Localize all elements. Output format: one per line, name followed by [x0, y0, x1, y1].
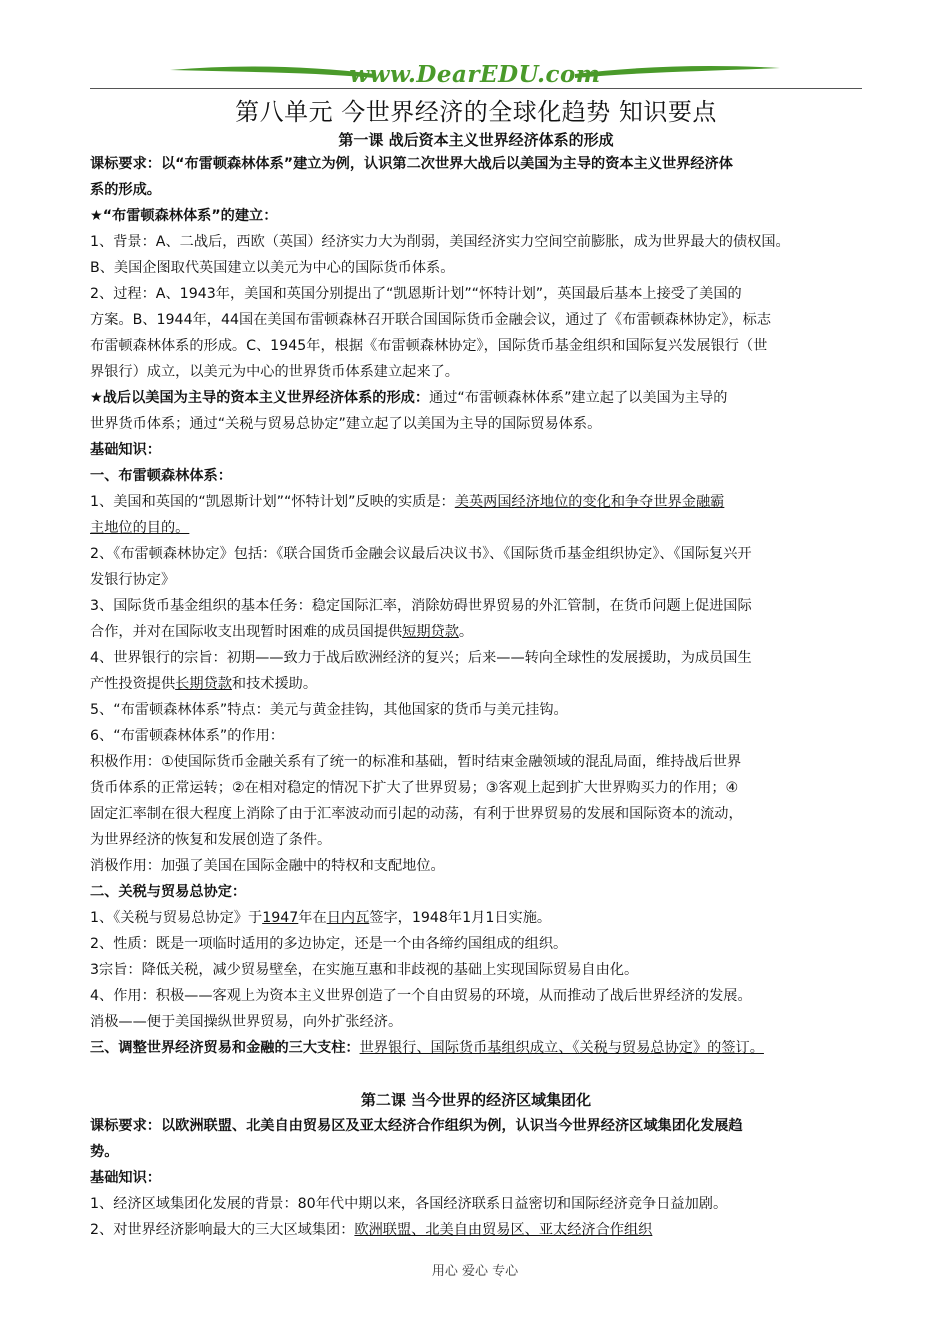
paragraph-line: [90, 619, 862, 645]
paragraph-line: 3宗旨：降低关税，减少贸易壁垒，在实施互惠和非歧视的基础上实现国际贸易自由化。: [90, 962, 639, 978]
underlined-answer: 长期贷款: [175, 676, 232, 692]
paragraph-text: 通过“布雷顿森林体系”建立起了以美国为主导的: [429, 390, 728, 406]
paragraph-line: 布雷顿森林体系的形成。C、1945年，根据《布雷顿森林协定》，国际货币基金组织和国际复兴发展银行（世: [90, 338, 768, 354]
paragraph-line: 积极作用：①使国际货币金融关系有了统一的标准和基础，暂时结束金融领域的混乱局面，维持战后世界: [90, 754, 742, 770]
paragraph-line: [90, 1217, 862, 1243]
page-footer: 用心 爱心 专心: [431, 1264, 519, 1279]
underlined-answer: 欧洲联盟、北美自由贸易区、亚太经济合作组织: [354, 1222, 653, 1238]
paragraph-text: 签字，1948年1月1日实施。: [369, 910, 552, 926]
underlined-answer: 1947: [262, 910, 299, 926]
paragraph-line: [90, 385, 862, 411]
paragraph-line: [90, 1035, 862, 1061]
lesson1-heading: 第一课 战后资本主义世界经济体系的形成: [338, 131, 614, 149]
paragraph-text: 。: [458, 624, 474, 640]
lesson2-heading: 第二课 当今世界的经济区域集团化: [360, 1091, 592, 1109]
paragraph-line: 2、过程：A、1943年，美国和英国分别提出了“凯恩斯计划”“怀特计划”，英国最后基本上接受了美国的: [90, 286, 742, 302]
page-title: 第八单元 今世界经济的全球化趋势 知识要点: [235, 98, 717, 126]
paragraph-line: 2、性质：既是一项临时适用的多边协定，还是一个由各缔约国组成的组织。: [90, 936, 568, 952]
site-brand: www.DearEDU.com: [349, 61, 601, 88]
underlined-answer: 短期贷款: [402, 624, 459, 640]
paragraph-line: [90, 515, 862, 541]
paragraph-line: 1、背景：A、二战后，西欧（英国）经济实力大为削弱，美国经济实力空间空前膨胀，成为世界最大的债权国。: [90, 234, 790, 250]
paragraph-line: [90, 671, 862, 697]
underlined-answer: 美英两国经济地位的变化和争夺世界金融霸: [454, 494, 725, 510]
paragraph-line: [90, 905, 862, 931]
paragraph-line: 界银行）成立，以美元为中心的世界货币体系建立起来了。: [90, 364, 459, 380]
paragraph-line: B、美国企图取代英国建立以美元为中心的国际货币体系。: [90, 260, 455, 276]
curriculum-requirement-line: 课标要求：以欧洲联盟、北美自由贸易区及亚太经济合作组织为例，认识当今世界经济区域集团化发展趋: [90, 1118, 743, 1134]
paragraph-line: 3、国际货币基金组织的基本任务：稳定国际汇率，消除妨碍世界贸易的外汇管制，在货币问题上促进国际: [90, 598, 752, 614]
paragraph-line: 方案。B、1944年，44国在美国布雷顿森林召开联合国国际货币金融会议，通过了《布雷顿森林协定》，标志: [90, 312, 772, 328]
paragraph-text: 2、对世界经济影响最大的三大区域集团：: [90, 1222, 355, 1238]
paragraph-text: 1、美国和英国的“凯恩斯计划”“怀特计划”反映的实质是：: [90, 494, 455, 510]
section-heading: 基础知识：: [90, 1170, 161, 1186]
paragraph-line: 货币体系的正常运转；②在相对稳定的情况下扩大了世界贸易；③客观上起到扩大世界购买力的作用；④: [90, 780, 739, 796]
paragraph-line: 2、《布雷顿森林协定》包括：《联合国货币金融会议最后决议书》、《国际货币基金组织协定》、《国际复兴开: [90, 546, 752, 562]
paragraph-text: 1、《关税与贸易总协定》于: [90, 910, 263, 926]
curriculum-requirement-line: 课标要求：以“布雷顿森林体系”建立为例，认识第二次世界大战后以美国为主导的资本主义世界经济体: [90, 156, 733, 172]
document-body: [90, 95, 862, 1243]
section-heading: 二、关税与贸易总协定：: [90, 884, 247, 900]
paragraph-line: 为世界经济的恢复和发展创造了条件。: [90, 832, 332, 848]
curriculum-requirement-line: 势。: [90, 1144, 119, 1160]
paragraph-text: 产性投资提供: [90, 676, 176, 692]
section-heading: ★战后以美国为主导的资本主义世界经济体系的形成：: [90, 390, 430, 406]
paragraph-line: 4、作用：积极——客观上为资本主义世界创造了一个自由贸易的环境，从而推动了战后世界经济的发展。: [90, 988, 752, 1004]
paragraph-line: 1、经济区域集团化发展的背景：80年代中期以来，各国经济联系日益密切和国际经济竞争日益加剧。: [90, 1196, 728, 1212]
section-heading: 三、调整世界经济贸易和金融的三大支柱：: [90, 1040, 360, 1056]
spacer: [90, 1061, 862, 1087]
paragraph-line: [90, 489, 862, 515]
paragraph-line: 发银行协定》: [90, 572, 176, 588]
section-heading: 一、布雷顿森林体系：: [90, 468, 232, 484]
paragraph-text: 合作，并对在国际收支出现暂时困难的成员国提供: [90, 624, 403, 640]
curriculum-requirement-line: 系的形成。: [90, 182, 161, 198]
paragraph-line: 4、世界银行的宗旨：初期——致力于战后欧洲经济的复兴；后来——转向全球性的发展援助，为成员国生: [90, 650, 752, 666]
paragraph-line: 消极——便于美国操纵世界贸易，向外扩张经济。: [90, 1014, 403, 1030]
paragraph-line: 5、“布雷顿森林体系”特点：美元与黄金挂钩，其他国家的货币与美元挂钩。: [90, 702, 568, 718]
underlined-answer: 世界银行、国际货币基组织成立、《关税与贸易总协定》的签订。: [359, 1040, 764, 1056]
underlined-answer: 日内瓦: [326, 910, 370, 926]
section-heading: ★“布雷顿森林体系”的建立：: [90, 208, 278, 224]
paragraph-text: 年在: [298, 910, 327, 926]
site-banner: [160, 58, 790, 92]
paragraph-text: 和技术援助。: [231, 676, 318, 692]
paragraph-line: 固定汇率制在很大程度上消除了由于汇率波动而引起的动荡，有利于世界贸易的发展和国际资本的流动，: [90, 806, 743, 822]
section-heading: 基础知识：: [90, 442, 161, 458]
paragraph-line: 世界货币体系；通过“关税与贸易总协定”建立起了以美国为主导的国际贸易体系。: [90, 416, 602, 432]
paragraph-line: 消极作用：加强了美国在国际金融中的特权和支配地位。: [90, 858, 445, 874]
underlined-answer: 主地位的目的。: [90, 520, 190, 536]
header-divider: [90, 88, 862, 89]
paragraph-line: 6、“布雷顿森林体系”的作用：: [90, 728, 284, 744]
